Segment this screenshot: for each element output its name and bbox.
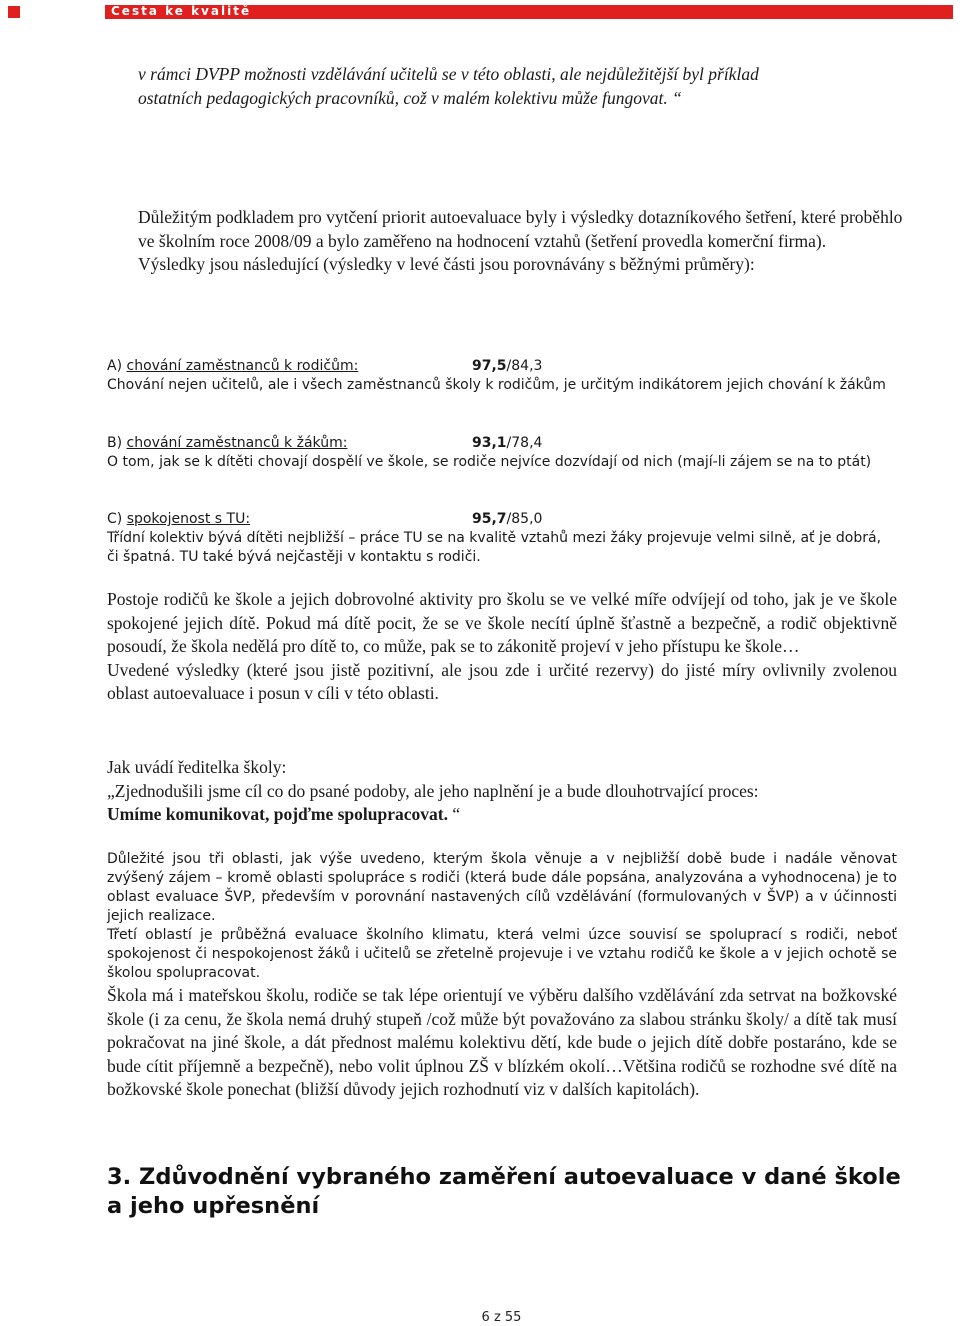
kindergarten-paragraph: Škola má i mateřskou školu, rodiče se tak lépe orientují ve výběru dalšího vzdělávání zda setrvat na božkovské škole (i za cenu, že škola nemá druhý stupeň /což může být považováno za slabou stránku školy/ a dítě tak musí pokračovat na jiné škole, a dát přednost malému kolektivu dětí, kde bude o jejich dítě dobře postaráno, kde se bude cítit příjemně a bezpečně), nebo volit úplnou ZŠ v blízkém okolí…Většina rodičů se rozhodne své dítě na božkovské škole ponechat (bližší důvody jejich rozhodnutí viz v dalších kapitolách). xyxy=(107,985,897,1099)
header-title: Cesta ke kvalitě xyxy=(111,4,252,18)
page-number: 6 z 55 xyxy=(481,1310,522,1325)
result-a-score-average: /84,3 xyxy=(506,358,543,374)
result-b-description: O tom, jak se k dítěti chovají dospělí ve škole, se rodiče nejvíce dozvídají od nich (mají-li zájem se na to ptát) xyxy=(107,454,872,470)
result-a-description: Chování nejen učitelů, ale i všech zaměstnanců školy k rodičům, je určitým indikátorem jejich chování k žákům xyxy=(107,377,886,393)
result-a-score xyxy=(472,357,542,376)
attitudes-section xyxy=(107,588,897,706)
result-b-label: chování zaměstnanců k žákům: xyxy=(126,435,348,451)
result-a-label: chování zaměstnanců k rodičům: xyxy=(126,358,359,374)
result-c-description: Třídní kolektiv bývá dítěti nejbližší – práce TU se na kvalitě vztahů mezi žáky projevuje velmi silně, ať je dobrá, či špatná. TU také bývá nejčastěji v kontaktu s rodiči. xyxy=(107,530,882,565)
director-quote-section xyxy=(107,756,897,827)
result-b xyxy=(107,434,897,472)
result-b-score-main: 93,1 xyxy=(472,435,507,451)
result-c-label: spokojenost s TU: xyxy=(126,511,251,527)
result-c-prefix: C) xyxy=(107,511,127,527)
director-closing-mark: “ xyxy=(452,804,461,824)
result-b-prefix: B) xyxy=(107,435,127,451)
section-heading: 3. Zdůvodnění vybraného zaměření autoevaluace v dané škole a jeho upřesnění xyxy=(107,1164,901,1219)
result-a xyxy=(107,357,897,395)
intro-quote-line-1: v rámci DVPP možnosti vzdělávání učitelů se v této oblasti, ale nejdůležitější byl příklad xyxy=(138,64,759,84)
intro-quote-line-2: ostatních pedagogických pracovníků, což v malém kolektivu může fungovat. “ xyxy=(138,87,682,108)
header-bar xyxy=(105,5,953,19)
result-c xyxy=(107,510,897,567)
director-intro: Jak uvádí ředitelka školy: xyxy=(107,757,287,777)
intro-quote xyxy=(138,63,908,110)
results-intro: Výsledky jsou následující (výsledky v levé části jsou porovnávány s běžnými průměry): xyxy=(138,254,755,274)
areas-section xyxy=(107,850,897,983)
results-impact-paragraph: Uvedené výsledky (které jsou jistě pozitivní, ale jsou zde i určité rezervy) do jisté míry ovlivnily zvolenou oblast autoevaluace i posun v cíli v této oblasti. xyxy=(107,659,897,703)
areas-paragraph-2: Třetí oblastí je průběžná evaluace školního klimatu, která velmi úzce souvisí se spoluprací s rodiči, neboť spokojenost či nespokojenost žáků i učitelů se zřetelně projevuje i ve vztahu rodičů ke škole a v jejich ochotě se školou spolupracovat. xyxy=(107,927,897,981)
attitudes-paragraph: Postoje rodičů ke škole a jejich dobrovolné aktivity pro školu se ve velké míře odvíjejí od toho, jak je ve škole spokojené jejich dítě. Pokud má dítě pocit, že se ve škole necítí úplně šťastně a bezpečně, a rodič objektivně posoudí, že škola nedělá pro dítě to, co může, pak se to zákonitě projeví v jeho přístupu ke škole… xyxy=(107,589,897,656)
kindergarten-section xyxy=(107,984,897,1102)
result-a-prefix: A) xyxy=(107,358,127,374)
result-c-score-main: 95,7 xyxy=(472,511,507,527)
director-motto: Umíme komunikovat, pojďme spolupracovat. xyxy=(107,804,448,824)
result-b-score xyxy=(472,434,542,453)
result-c-score xyxy=(472,510,542,529)
priorities-section xyxy=(138,206,908,277)
priorities-paragraph: Důležitým podkladem pro vytčení priorit autoevaluace byly i výsledky dotazníkového šetření, které proběhlo ve školním roce 2008/09 a bylo zaměřeno na hodnocení vztahů (šetření provedla komerční firma). xyxy=(138,207,903,251)
header-accent-square xyxy=(8,6,20,18)
director-quote: „Zjednodušili jsme cíl co do psané podoby, ale jeho naplnění je a bude dlouhotrvající proces: xyxy=(107,780,759,801)
result-b-score-average: /78,4 xyxy=(506,435,543,451)
areas-paragraph-1: Důležité jsou tři oblasti, jak výše uvedeno, kterým škola věnuje a v nejbližší době bude i nadále věnovat zvýšený zájem – kromě oblasti spolupráce s rodiči (která bude dále popsána, analyzována a vyhodnocena) je to oblast evaluace ŠVP, především v porovnání nastavených cílů vzdělávání (formulovaných v ŠVP) a v účinnosti jejich realizace. xyxy=(107,851,897,924)
result-a-score-main: 97,5 xyxy=(472,358,507,374)
result-c-score-average: /85,0 xyxy=(506,511,543,527)
